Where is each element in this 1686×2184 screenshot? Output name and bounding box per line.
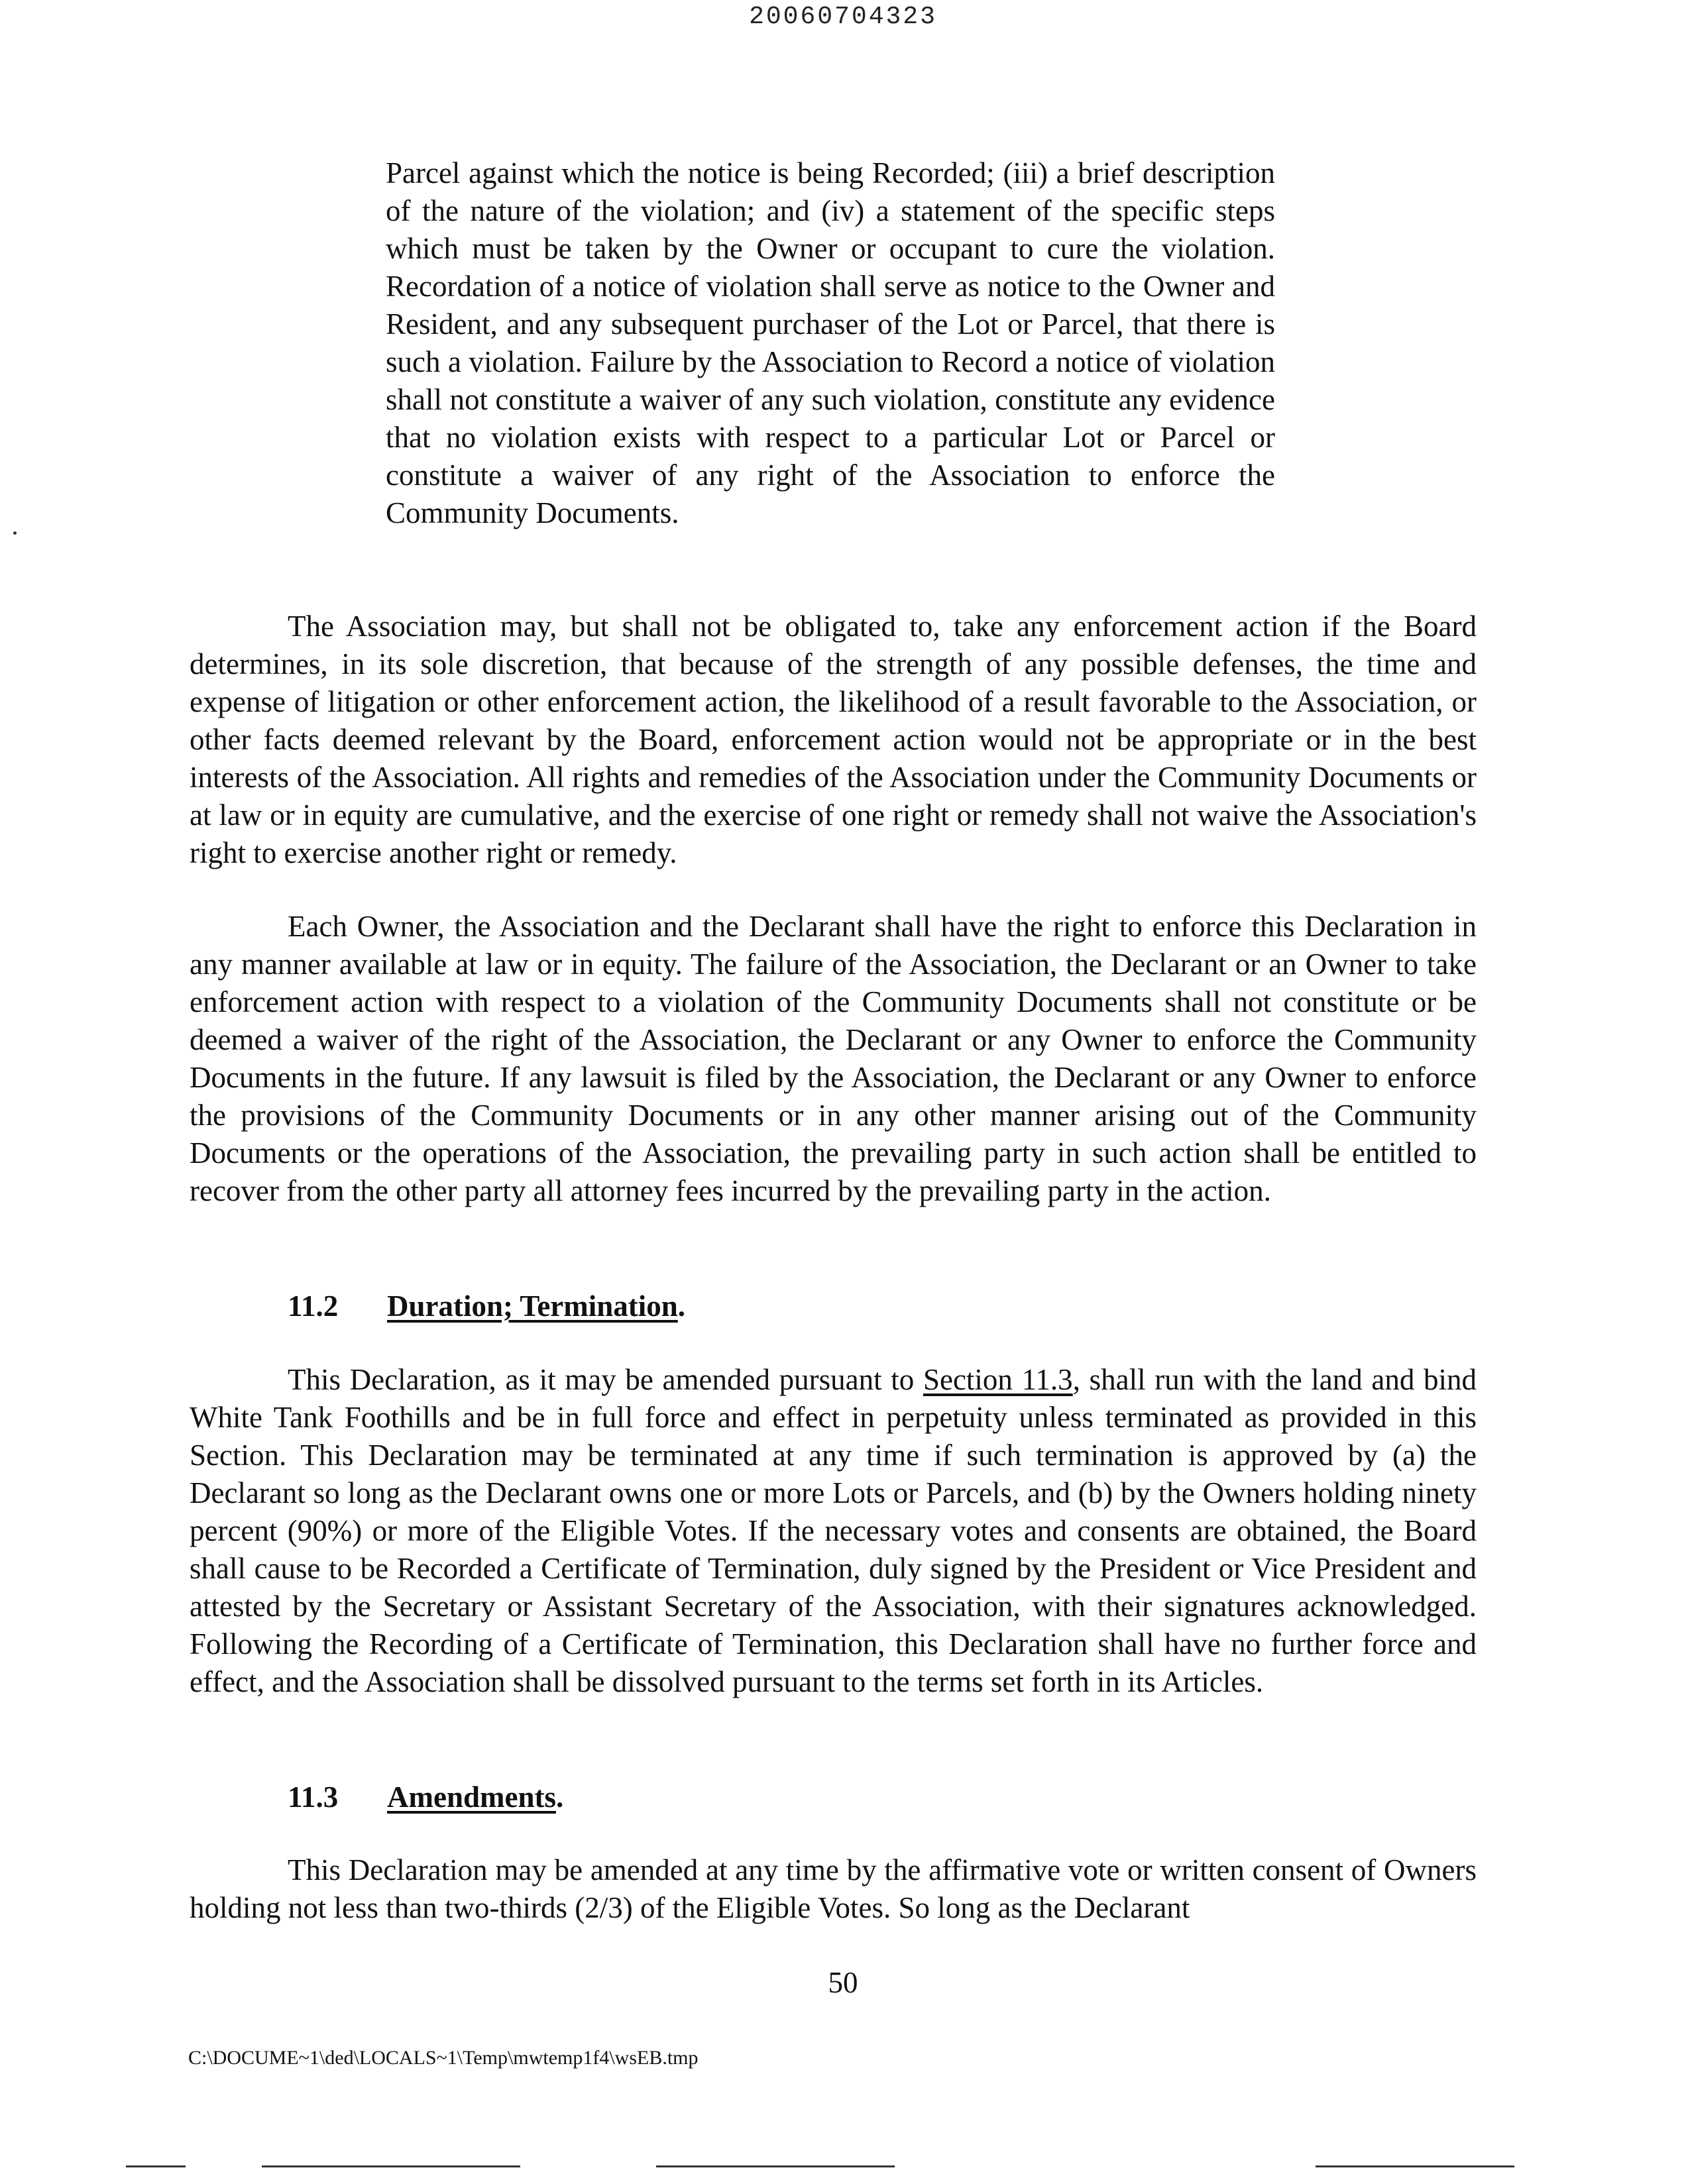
owner-enforcement-rights-paragraph: Each Owner, the Association and the Declarant shall have the right to enforce this Declaration in any manner available at law or in equity. The failure of the Association, the Declarant or an Owner to take enforcement action with respect to a violation of the Community Documents shall not constitute or be deemed a waiver of the right of the Association, the Declarant or any Owner to enforce the Community Documents in the future. If any lawsuit is filed by the Association, the Declarant or any Owner to enforce the provisions of the Community Documents or in any other manner arising out of the Community Documents or the operations of the Association, the prevailing party in such action shall be entitled to recover from the other party all attorney fees incurred by the prevailing party in the action.: [190, 910, 1477, 1207]
document-number: 20060704323: [749, 3, 937, 31]
section-title-period: .: [677, 1289, 686, 1323]
section-title: Amendments: [387, 1780, 556, 1814]
paragraph-text-end: , shall run with the land and bind White Tank Foothills and be in full force and effect in perpetuity unless terminated as provided in this Section. This Declaration may be terminated at any time if such termination is approved by (a) the Declarant so long as the Declarant owns one or more Lots or Parcels, and (b) by the Owners holding ninety percent (90%) or more of the Eligible Votes. If the necessary votes and consents are obtained, the Board shall cause to be Recorded a Certificate of Termination, duly signed by the President or Vice President and attested by the Secretary or Assistant Secretary of the Association, with their signatures acknowledged. Following the Recording of a Certificate of Termination, this Declaration shall have no further force and effect, and the Association shall be dissolved pursuant to the terms set forth in its Articles.: [190, 1363, 1477, 1698]
paragraph-text-start: This Declaration, as it may be amended pursuant to: [288, 1363, 923, 1396]
section-title: Duration; Termination: [387, 1289, 678, 1323]
section-number: 11.2: [288, 1289, 339, 1323]
section-11-2-heading: [288, 1287, 685, 1325]
section-reference-link: Section 11.3: [923, 1363, 1073, 1396]
duration-termination-paragraph: [190, 1361, 1477, 1701]
amendments-paragraph: This Declaration may be amended at any time by the affirmative vote or written consent of Owners holding not less than two-thirds (2/3) of the Eligible Votes. So long as the Declarant: [190, 1853, 1477, 1924]
section-number: 11.3: [288, 1780, 339, 1814]
file-path-footer: C:\DOCUME~1\ded\LOCALS~1\Temp\mwtemp1f4\wsEB.tmp: [188, 2047, 699, 2069]
block-quote-paragraph: Parcel against which the notice is being Recorded; (iii) a brief description of the nature of the violation; and (iv) a statement of the specific steps which must be taken by the Owner or occupant to cure the violation. Recordation of a notice of violation shall serve as notice to the Owner and Resident, and any subsequent purchaser of the Lot or Parcel, that there is such a violation. Failure by the Association to Record a notice of violation shall not constitute a waiver of any such violation, constitute any evidence that no violation exists with respect to a particular Lot or Parcel or constitute a waiver of any right of the Association to enforce the Community Documents.: [386, 156, 1275, 529]
scan-artifact-dot: [13, 531, 17, 535]
section-title-period: .: [556, 1780, 564, 1814]
footer-rule: [262, 2165, 520, 2167]
footer-rule: [656, 2165, 895, 2167]
section-11-3-heading: [288, 1778, 563, 1816]
page-number: 50: [828, 1966, 858, 1999]
footer-rule: [126, 2165, 186, 2167]
enforcement-discretion-paragraph: The Association may, but shall not be obligated to, take any enforcement action if the Board determines, in its sole discretion, that because of the strength of any possible defenses, the time and expense of litigation or other enforcement action, the likelihood of a result favorable to the Association, or other facts deemed relevant by the Board, enforcement action would not be appropriate or in the best interests of the Association. All rights and remedies of the Association under the Community Documents or at law or in equity are cumulative, and the exercise of one right or remedy shall not waive the Association's right to exercise another right or remedy.: [190, 610, 1477, 869]
footer-rule: [1316, 2165, 1514, 2167]
